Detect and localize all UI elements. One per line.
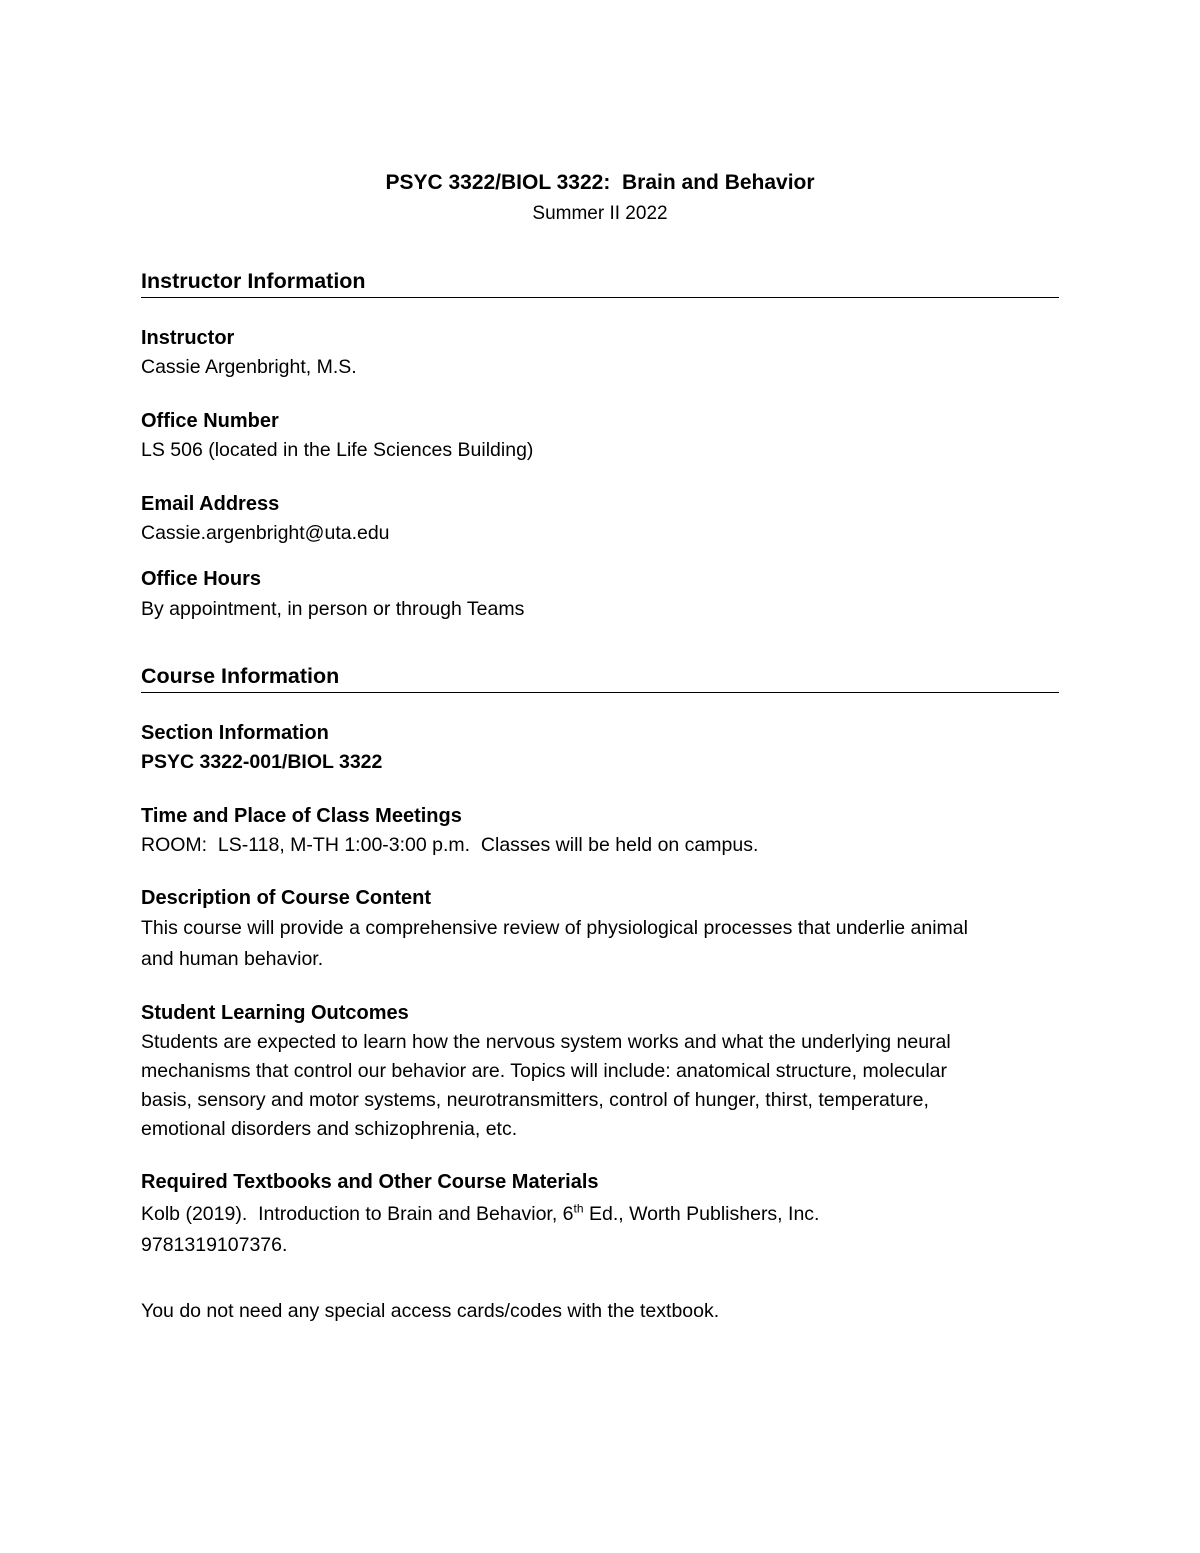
access-code-note: You do not need any special access cards/codes with the textbook. — [141, 1300, 720, 1322]
learning-outcomes-line: basis, sensory and motor systems, neurotransmitters, control of hunger, thirst, temperature, — [141, 1089, 929, 1111]
instructor-value: Cassie Argenbright, M.S. — [141, 356, 357, 378]
email-address-value: Cassie.argenbright@uta.edu — [141, 522, 390, 544]
class-meetings-label: Time and Place of Class Meetings — [141, 805, 462, 827]
course-description-line: This course will provide a comprehensive review of physiological processes that underlie animal — [141, 917, 968, 939]
section-information-label: Section Information — [141, 722, 329, 744]
document-title: PSYC 3322/BIOL 3322: Brain and Behavior — [385, 171, 815, 194]
textbooks-label: Required Textbooks and Other Course Materials — [141, 1171, 599, 1193]
email-address-field — [141, 490, 1059, 548]
course-information-heading: Course Information — [141, 662, 1059, 693]
textbook-citation-start: Kolb (2019). Introduction to Brain and Behavior, 6 — [141, 1203, 574, 1225]
email-address-label: Email Address — [141, 493, 280, 515]
learning-outcomes-line: mechanisms that control our behavior are. Topics will include: anatomical structure, molecular — [141, 1060, 948, 1082]
office-number-value: LS 506 (located in the Life Sciences Building) — [141, 439, 534, 461]
textbooks-field — [141, 1167, 1059, 1260]
office-hours-label: Office Hours — [141, 568, 262, 590]
instructor-label: Instructor — [141, 327, 235, 349]
textbook-isbn: 9781319107376. — [141, 1234, 288, 1256]
class-meetings-field — [141, 802, 1059, 860]
section-information-field — [141, 719, 1059, 777]
office-hours-field — [141, 565, 1059, 625]
textbook-citation — [141, 1198, 1059, 1231]
textbook-citation-end: Ed., Worth Publishers, Inc. — [583, 1203, 820, 1225]
instructor-information-heading: Instructor Information — [141, 267, 1059, 298]
course-description-line: and human behavior. — [141, 948, 324, 970]
instructor-field — [141, 324, 1059, 382]
course-description-field — [141, 884, 1059, 975]
learning-outcomes-line: emotional disorders and schizophrenia, etc. — [141, 1118, 518, 1140]
course-description-label: Description of Course Content — [141, 887, 432, 909]
learning-outcomes-field — [141, 999, 1059, 1144]
office-number-field — [141, 407, 1059, 465]
office-hours-value: By appointment, in person or through Teams — [141, 598, 525, 620]
class-meetings-value: ROOM: LS-118, M-TH 1:00-3:00 p.m. Classes will be held on campus. — [141, 834, 759, 856]
document-subtitle: Summer II 2022 — [532, 203, 668, 224]
section-information-value: PSYC 3322-001/BIOL 3322 — [141, 751, 383, 773]
edition-superscript: th — [573, 1201, 584, 1216]
syllabus-page — [141, 0, 1059, 1553]
learning-outcomes-label: Student Learning Outcomes — [141, 1002, 409, 1024]
learning-outcomes-line: Students are expected to learn how the nervous system works and what the underlying neural — [141, 1031, 951, 1053]
office-number-label: Office Number — [141, 410, 279, 432]
